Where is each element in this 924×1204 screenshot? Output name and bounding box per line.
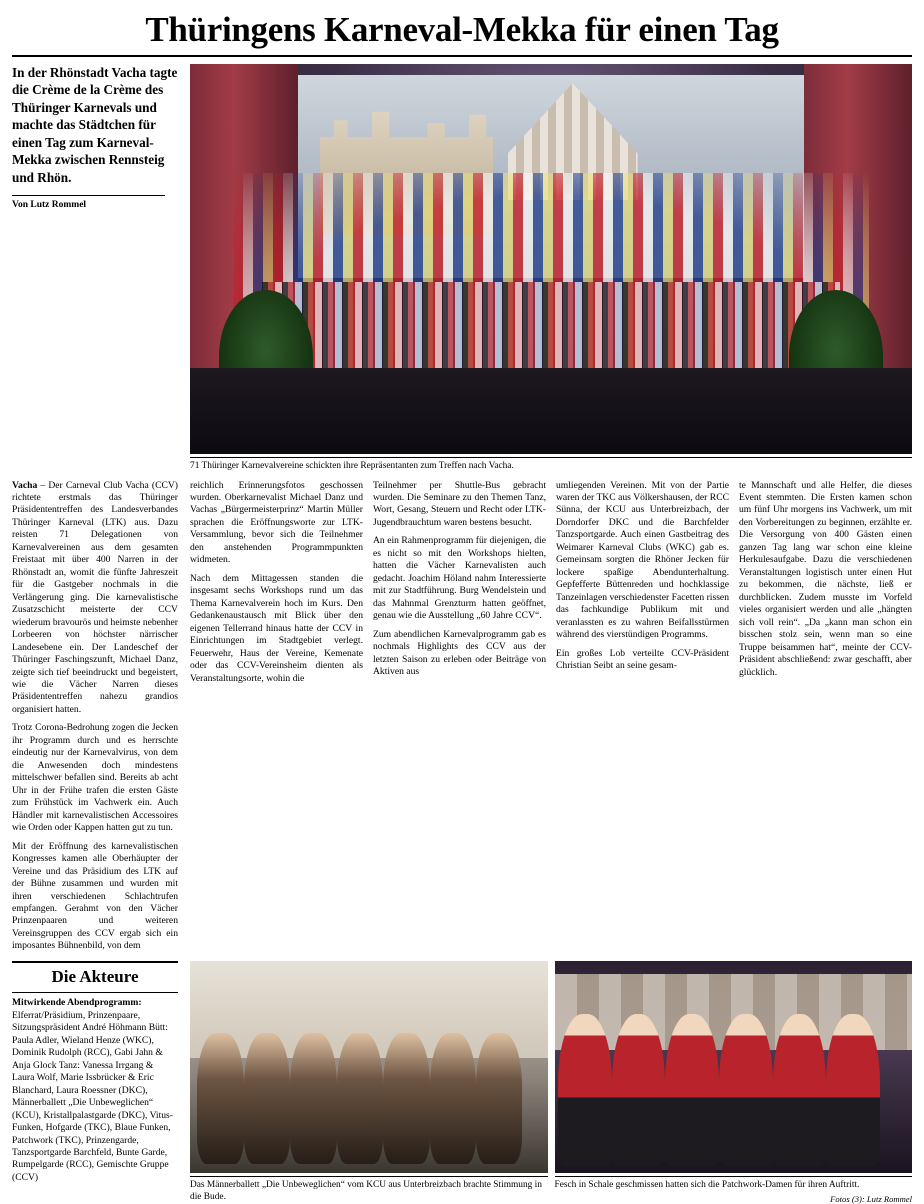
patchwork-figure [773,1014,827,1167]
paragraph: An ein Rahmenprogramm für diejenigen, die es nicht so mit den Workshops hielten, hatten die Vächer Karnevalisten auch gedacht. Joachim Höland nahm Interessierte mit zur Stadtführung. Burg Wendelstein und das Mahnmal Grenzturm hatten geöffnet, genau wie die Ausstellung „60 Jahre CCV“. [373,535,546,622]
ballet-photo-caption: Das Männerballett „Die Unbeweglichen“ vom KCU aus Unterbreizbach brachte Stimmung in die Bude. [190,1176,548,1204]
bottom-block [12,961,912,1204]
patchwork-figure [826,1014,880,1167]
paragraph: Teilnehmer per Shuttle-Bus gebracht wurden. Die Seminare zu den Themen Tanz, Wort, Gesang, Steuern und Recht oder LTK-Jugendbrauchtum waren bestens besucht. [373,479,546,528]
article-columns-grid [190,480,912,686]
ballet-figure [430,1033,476,1164]
paragraph: Ein großes Lob verteilte CCV-Präsident Christian Seibt an seine gesam- [556,647,729,672]
paragraph: Zum abendlichen Karnevalprogramm gab es nochmals Highlights des CCV aus der letzten Saison zu erleben oder Beiträge von Aktiven aus [373,628,546,678]
paragraph: Vacha – Der Carneval Club Vacha (CCV) richtete erstmals das Thüringer Präsidententreffen des Landesverbandes Thüringer Karneval (LTK) aus. Dazu reisten 71 Delegationen von Karnevalvereinen aus dem gesamten Freistaat mit über 400 Narren in der Rhönstadt an, womit die fünfte Jahreszeit für die Gastgeber nochmals in die Verlängerung ging. Die karnevalistische Zusatzschicht meisterte der CCV wiederum bravourös und heimste nebenher Lorbeeren von höchster närrischer Landesebene ein. Der Landeschef der Thüringer Faschingszunft, Michael Danz, zeigte sich tief beeindruckt und begeistert, wie die Vächer Narren dieses Präsidententreffen nahezu grandios organisiert hatten. [12,479,178,715]
main-photo-caption: 71 Thüringer Karnevalvereine schickten ihre Repräsentanten zum Treffen nach Vacha. [190,457,912,473]
bottom-photos [186,961,912,1204]
paragraph: te Mannschaft und alle Helfer, die dieses Event stemmten. Die Ersten kamen schon um fünf Uhr morgens ins Vachwerk, um mit den Vorbereitungen zu beginnen, erzählte er. Die Versorgung von 400 Gästen einen ganzen Tag lang war schon eine kleine Herkulesaufgabe. Dazu die verschiedenen Veranstaltungen logistisch unter einen Hut zu bekommen, die nächste, ließ er durchblicken. Zudem musste im Vorfeld vieles organisiert werden und alle „hängten sich voll rein“. „Da „kann man schon ein bisschen stolz sein, wenn man so eine Truppe beisammen hat“, meinte der CCV-Präsident abschließend: zwar geschafft, aber glücklich. [739,479,912,678]
ballet-photo-block [190,961,548,1204]
actors-box-title: Die Akteure [12,961,178,993]
patchwork-figure [558,1014,612,1167]
actors-box-text: Elferrat/Präsidium, Prinzenpaare, Sitzungspräsident André Höhmann Bütt: Paula Adler, Wieland Henze (WKC), Dominik Rudolph (RCC), Gabi Jahn & Anja Glock Tanz: Vanessa Irrgang & Laura Wolf, Marie Issbrücker & Eric Blanchard, Laura Roessner (DKC), Männerballett „Die Unbeweglichen“ (KCU), Kristallpalastgarde (DKC), Vitus-Funken, Hofgarde (TKC), Blaue Funken, Patchwork (TKC), Prinzengarde, Tanzsportgarde Barchfeld, Bunte Garde, Rumpelgarde (RCC), Gemischte Gruppe (CCV) [12,1009,173,1183]
ballet-photo [190,961,548,1173]
ballet-figure [244,1033,290,1164]
patchwork-photo-caption: Fesch in Schale geschmissen hatten sich die Patchwork-Damen für ihren Auftritt. [555,1176,913,1192]
actors-box [12,961,186,1185]
patchwork-photo [555,961,913,1173]
ballet-figure [337,1033,383,1164]
patchwork-photo-block [555,961,913,1204]
ballet-figure [197,1033,243,1164]
paragraph: Trotz Corona-Bedrohung zogen die Jecken ihr Programm durch und es herrschte eindeutig nur der Karnevalvirus, von dem die Anwesenden doch mindestens mittelschwer befallen sind. Bereits ab acht Uhr in der Frühe trafen die ersten Gäste zum Frühstück im Vachwerk ein. Auch Händler mit karnevalistischen Accessoires wie Orden oder Kappen hatten gut zu tun. [12,722,178,834]
top-block [12,64,912,473]
ballet-figure [290,1033,336,1164]
lead-paragraph: In der Rhönstadt Vacha tagte die Crème de la Crème des Thüringer Karnevals und machte das Städtchen für einen Tag zum Karneval-Mekka zwischen Rennsteig und Rhön. [12,64,178,186]
article-column-1 [12,480,186,959]
page-title: Thüringens Karneval-Mekka für einen Tag [145,10,779,49]
ballet-figure [383,1033,429,1164]
article-body [12,480,912,959]
paragraph: Nach dem Mittagessen standen die insgesamt sechs Workshops rund um das Thema Karnevalverein hoch im Kurs. Den Gedankenaustausch mit Blick über den eigenen Tellerrand hinaus hatte der CCV in Einrichtungen im Stadtgebiet verlegt. Feuerwehr, Haus der Vereine, Kemenate oder das CCV-Vereinsheim dienten als Veranstaltungsorte, wohin die [190,572,363,684]
main-photo-column [186,64,912,473]
lead-column [12,64,186,210]
headline-rule [12,55,912,57]
patchwork-figure [665,1014,719,1167]
photo-credit: Fotos (3): Lutz Rommel [830,1193,912,1204]
actors-box-subtitle: Mitwirkende Abendprogramm: [12,996,142,1008]
paragraph: Mit der Eröffnung des karnevalistischen Kongresses kamen alle Oberhäupter der Vereine und das Präsidium des LTK auf der Bühne zusammen und wurden mit ihren verschiedenen Schlachtrufen empfangen. Gerahmt von den Vächer Prinzenpaaren und weiteren Vereinsgruppen des CCV ergab sich ein imposantes Bühnenbild, von dem [12,840,178,952]
main-stage-photo [190,64,912,454]
patchwork-figure [612,1014,666,1167]
stage-floor [190,368,912,454]
article-columns-2-5 [186,480,912,959]
article-column-1-text [12,480,178,953]
byline: Von Lutz Rommel [12,195,165,210]
ballet-figure [476,1033,522,1164]
paragraph: reichlich Erinnerungsfotos geschossen wurden. Oberkarnevalist Michael Danz und Vachas „Bürgermeisterprinz“ Martin Müller sprachen die Eröffnungsworte zur LTK-Versammlung, bevor sich die Teilnehmer den anstehenden Programmpunkten widmeten. [190,479,363,566]
patchwork-figure [719,1014,773,1167]
paragraph: umliegenden Vereinen. Mit von der Partie waren der TKC aus Völkershausen, der RCC Sünna, der KCU aus Unterbreizbach, der Dorndorfer DKC und die Barchfelder Tanzsportgarde. Auch einen Gastbeitrag des Weimarer Karneval Clubs (WKC) gab es. Gemeinsam sorgten die Rhöner Jecken für lockere spaßige Abendunterhaltung. Gepfefferte Büttenreden und hochklassige Tanzeinlagen verschiedenster Facetten rissen das fachkundige Publikum mit und veranlassten es zu wahren Beifallsstürmen während des vierstündigen Programms. [556,479,729,641]
